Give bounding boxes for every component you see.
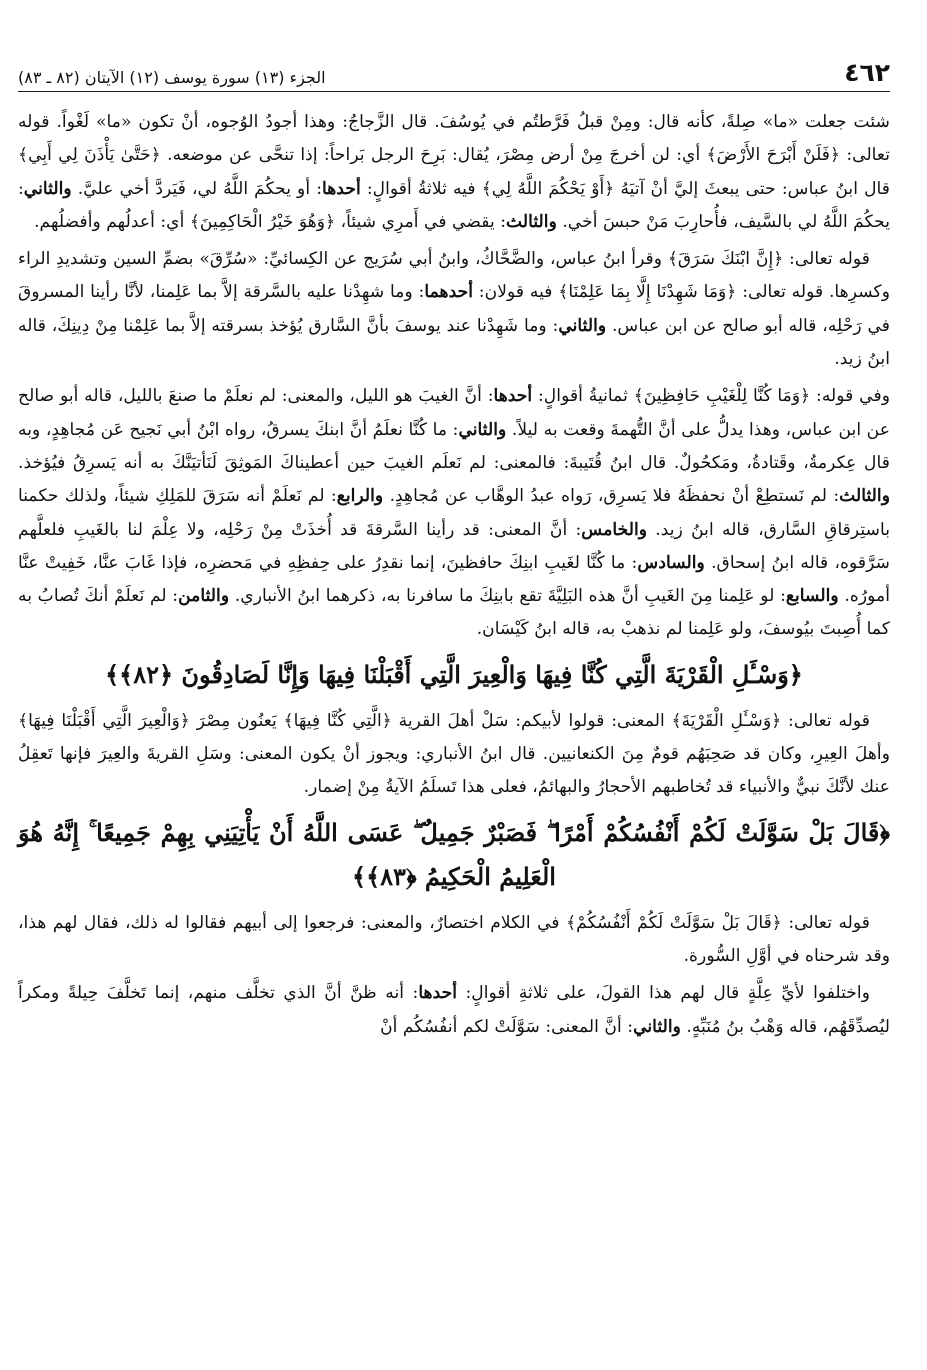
paragraph-4: قوله تعالى: ﴿وَسْـَٔلِ الْقَرْيَةَ﴾ المعنى: قولوا لأبيكم: سَلْ أهلَ القرية ﴿الَّتِي كُنَّا فِيهَا﴾ يَعنُون مِصْرَ ﴿وَالْعِيرَ الَّتِي أَقْبَلْنَا فِيهَا﴾ وأهلَ العِيرِ، وكان قد صَحِبَهُم قومٌ مِنَ الكنعانيين. قال ابنُ الأنباري: ويجوز أنْ يكون المعنى: وسَلِ القريةَ والعِيرَ فإنها تَعقِلُ عنك لأنَّكَ نبيٌّ والأنبياء قد تُخاطبهم الأحجارُ والبهائمُ، فعلى هذا تَسلَمُ الآيةُ مِنْ إضمار.	[18, 710, 890, 798]
verse-82: ﴿وَسْـَٔلِ الْقَرْيَةَ الَّتِي كُنَّا فِيهَا وَالْعِيرَ الَّتِي أَقْبَلْنَا فِيهَا وَإِنَّا لَصَادِقُونَ ﴿٨٢﴾﴾	[105, 659, 803, 689]
paragraph-2: قوله تعالى: ﴿إِنَّ ابْنَكَ سَرَقَ﴾ وقرأ ابنُ عباس، والضَّحَّاكُ، وابنُ أبي سُرَيج عن الكِسائيِّ: «سُرِّقَ» بضمِّ السين وتشديدِ الراء وكسرِها. قوله تعالى: ﴿وَمَا شَهِدْنَا إِلَّا بِمَا عَلِمْنَا﴾ فيه قولان: أحدهما: وما شهِدْنا عليه بالسَّرقة إلاَّ بما عَلِمنا، لأنَّا رأينا المسروقَ في رَحْلِه، قاله أبو صالح عن ابن عباس. والثاني: وما شَهِدْنا عند يوسفَ بأنَّ السَّارق يُؤخذ بسرقته إلاَّ بما عَلِمْنا مِنْ دِينِكَ، قاله ابنُ زيد.	[18, 249, 891, 370]
paragraph-5: قوله تعالى: ﴿قَالَ بَلْ سَوَّلَتْ لَكُمْ أَنْفُسُكُمْ﴾ في الكلام اختصارٌ، والمعنى: فرجعوا إلى أبيهم فقالوا له ذلك، فقال لهم هذا، وقد شرحناه في أوَّلِ السُّورة.	[18, 912, 890, 966]
verse-83: ﴿قَالَ بَلْ سَوَّلَتْ لَكُمْ أَنْفُسُكُمْ أَمْرًا ۖ فَصَبْرٌ جَمِيلٌ ۖ عَسَى اللَّهُ أَنْ يَأْتِيَنِي بِهِمْ جَمِيعًا ۚ إِنَّهُ هُوَ الْعَلِيمُ الْحَكِيمُ ﴿٨٣﴾﴾	[18, 817, 890, 891]
page-body	[18, 106, 890, 1048]
paragraph-6: واختلفوا لأيِّ عِلَّةٍ قال لهم هذا القولَ، على ثلاثةِ أقوالٍ: أحدها: أنه ظنَّ أنَّ الذي تخلَّف منهم، إنما تَخلَّفَ حِيلةً ومكراً ليُصدِّقَهُم، قاله وَهْبُ بنُ مُنَبِّهٍ. والثاني: أنَّ المعنى: سَوَّلَتْ لكم أنفُسُكُم أنْ	[18, 983, 890, 1037]
page-number: ٤٦٢	[844, 58, 890, 87]
paragraph-3: وفي قوله: ﴿وَمَا كُنَّا لِلْغَيْبِ حَافِظِينَ﴾ ثمانيةُ أقوالٍ: أحدها: أنَّ الغيبَ هو الليل، والمعنى: لم نعلَمْ ما صنعَ بالليل، قاله أبو صالح عن ابن عباس، وهذا يدلُّ على أنَّ التُّهمةَ وقعت به ليلاً. والثاني: ما كُنَّا نعلَمُ أنَّ ابنكَ يسرقُ، رواه ابْنُ أبي نَجيح عَن مُجاهِدٍ، وبه قال عِكرمةُ، وقَتادةُ، ومَكحُولٌ. قال ابنُ قُتَيبةَ: فالمعنى: لم نَعلَم الغيبَ حين أعطيناكَ المَوثِقَ لَنَأتيَنَّكَ به أنه يَسرِقُ فيُؤخذ. والثالث: لم نَستطِعْ أنْ نحفظَهُ فلا يَسرِق، رَواه عبدُ الوهَّاب عن مُجاهِدٍ. والرابع: لم نَعلَمْ أنه سَرَقَ للمَلِكِ شيئاً، ولذلك حكمنا باستِرقاقِ السَّارق، قاله ابنُ زيد. والخامس: أنَّ المعنى: قد رأينا السَّرقةَ قد أُخذَتْ مِنْ رَحْلِه، ولا عِلْمَ لنا بالغَيبِ فلعلَّهم سَرَّقوه، قاله ابنُ إسحاق. والسادس: ما كُنَّا لغَيبِ ابنِكَ حافظينَ، إنما نقدِرُ على حِفظِهِ في مَحضرِه، فإذا غَابَ عنَّا، خَفِيتْ عنَّا أمورُه. والسابع: لو عَلِمنا مِنَ الغَيبِ أنَّ هذه البَلِيَّةَ تقع بابنِكَ ما سافرنا به، ذكرهما ابنُ الأنباري. والثامن: لم نَعلَمْ أنكَ تُصابُ به كما أُصِبتَ بيُوسفَ، ولو عَلِمنا لم نذهبْ به، قاله ابنُ كَيْسَان.	[18, 386, 891, 640]
paragraph-1: شئت جعلت «ما» صِلةً، كأنه قال: ومِنْ قبلُ فَرَّطتُم في يُوسُفَ. قال الزَّجاجُ: وهذا أجودُ الوُجوه، أنْ تكون «ما» لَغْواً. قوله تعالى: ﴿فَلَنْ أَبْرَحَ الأَرْضَ﴾ أي: لن أخرجَ مِنْ أرض مِصْرَ، يُقال: بَرِحَ الرجل بَراحاً: إذا تنحَّى عن موضعه. ﴿حَتَّىٰ يَأْذَنَ لِي أَبِي﴾ قال ابنُ عباس: حتى يبعثَ إليَّ أنْ آتيَهُ ﴿أَوْ يَحْكُمَ اللَّهُ لِي﴾ فيه ثلاثةُ أقوالٍ: أحدها: أو يحكُمَ اللَّهُ لي، فَيَردَّ أخي عليَّ. والثاني: يحكُمَ اللَّهُ لي بالسَّيف، فأُحارِبَ مَنْ حبسَ أخي. والثالث: يقضي في أَمرِي شيئاً، ﴿وَهُوَ خَيْرُ الْحَاكِمِينَ﴾ أي: أعدلُهم وأفضلُهم.	[18, 112, 891, 232]
running-head: الجزء (١٣) سورة يوسف (١٢) الآيتان (٨٢ ـ ٨٣)	[18, 68, 326, 87]
page-header	[18, 52, 890, 92]
